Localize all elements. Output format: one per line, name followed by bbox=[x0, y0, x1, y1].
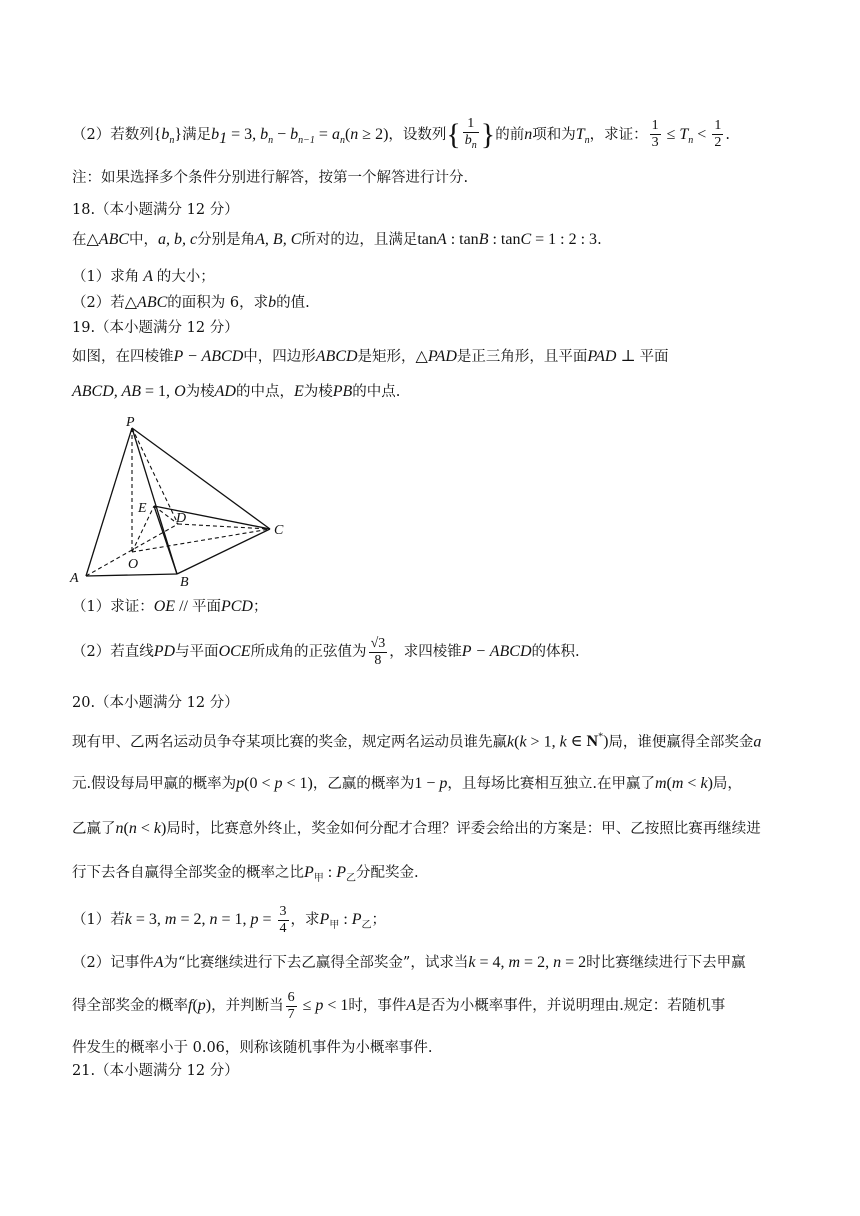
q20-stem-2: 元.假设每局甲赢的概率为p(0 < p < 1)，乙赢的概率为1 − p，且每场比赛相互独立.在甲赢了m(m < k)局， bbox=[72, 775, 742, 792]
q18-header: 18.（本小题满分 12 分） bbox=[72, 202, 239, 218]
q20-stem-3: 乙赢了n(n < k)局时，比赛意外终止，奖金如何分配才合理？评委会给出的方案是：甲、乙按照比赛再继续进 bbox=[72, 820, 761, 837]
q19-part2: （2）若直线PD与平面OCE所成角的正弦值为 $\frac{√3}{8}$ ，求四棱锥P − ABCD的体积. bbox=[72, 635, 580, 668]
q20-header: 20.（本小题满分 12 分） bbox=[72, 695, 239, 711]
q20-part2-1: （2）记事件A为“比赛继续进行下去乙赢得全部奖金”，试求当k = 4, m = 2, n = 2时比赛继续进行下去甲赢 bbox=[72, 954, 746, 971]
label-C: C bbox=[274, 523, 284, 538]
label-P: P bbox=[126, 415, 135, 430]
q20-part2-3: 件发生的概率小于 0.06，则称该随机事件为小概率事件. bbox=[72, 1040, 433, 1056]
q20-part1: （1）若k = 3, m = 2, n = 1, p = $\frac{3}{4}$ ，求$P_甲$ : $P_乙$； bbox=[72, 903, 387, 936]
label-B: B bbox=[180, 575, 189, 590]
q19-stem-1: 如图，在四棱锥P − ABCD中，四边形ABCD是矩形，△PAD是正三角形，且平面PAD ⊥ 平面 bbox=[72, 348, 669, 365]
q20-stem-1: 现有甲、乙两名运动员争夺某项比赛的奖金，规定两名运动员谁先赢k(k > 1, k ∈ N*)局，谁便赢得全部奖金a bbox=[72, 732, 762, 751]
q18-part1: （1）求角 A 的大小； bbox=[72, 268, 215, 285]
pyramid-figure bbox=[60, 412, 300, 590]
q20-part2-2: 得全部奖金的概率f(p)，并判断当 $\frac{6}{7}$ ≤ p < 1时，事件A是否为小概率事件，并说明理由.规定：若随机事 bbox=[72, 989, 726, 1022]
note: 注：如果选择多个条件分别进行解答，按第一个解答进行计分. bbox=[72, 170, 469, 186]
q17-part2: （2）若数列$\{b_n\}$满足$b_1 = 3$, $b_n - b_{n-1} = a_n(n \ge 2)$，设数列{ $\frac{1}{b_n}$ }的前n项和为$T_n$，求证： $\frac{1}{3}$ ≤ $T_n$ < $\frac{1}{2}$ . bbox=[72, 116, 730, 151]
q19-stem-2: ABCD, AB = 1, O为棱AD的中点，E为棱PB的中点. bbox=[72, 383, 401, 400]
label-A: A bbox=[70, 571, 79, 586]
q21-header: 21.（本小题满分 12 分） bbox=[72, 1063, 239, 1079]
label-O: O bbox=[128, 557, 139, 572]
q19-header: 19.（本小题满分 12 分） bbox=[72, 320, 239, 336]
q19-part1: （1）求证：OE // 平面PCD； bbox=[72, 598, 268, 615]
q18-stem: 在△ABC中，a, b, c分别是角A, B, C所对的边，且满足tanA : tanB : tanC = 1 : 2 : 3. bbox=[72, 231, 602, 248]
q18-part2: （2）若△ABC的面积为 6，求b的值. bbox=[72, 294, 310, 311]
label-E: E bbox=[138, 501, 147, 516]
label-D: D bbox=[176, 511, 187, 526]
q20-stem-4: 行下去各自赢得全部奖金的概率之比$P_甲$ : $P_乙$分配奖金. bbox=[72, 864, 419, 884]
